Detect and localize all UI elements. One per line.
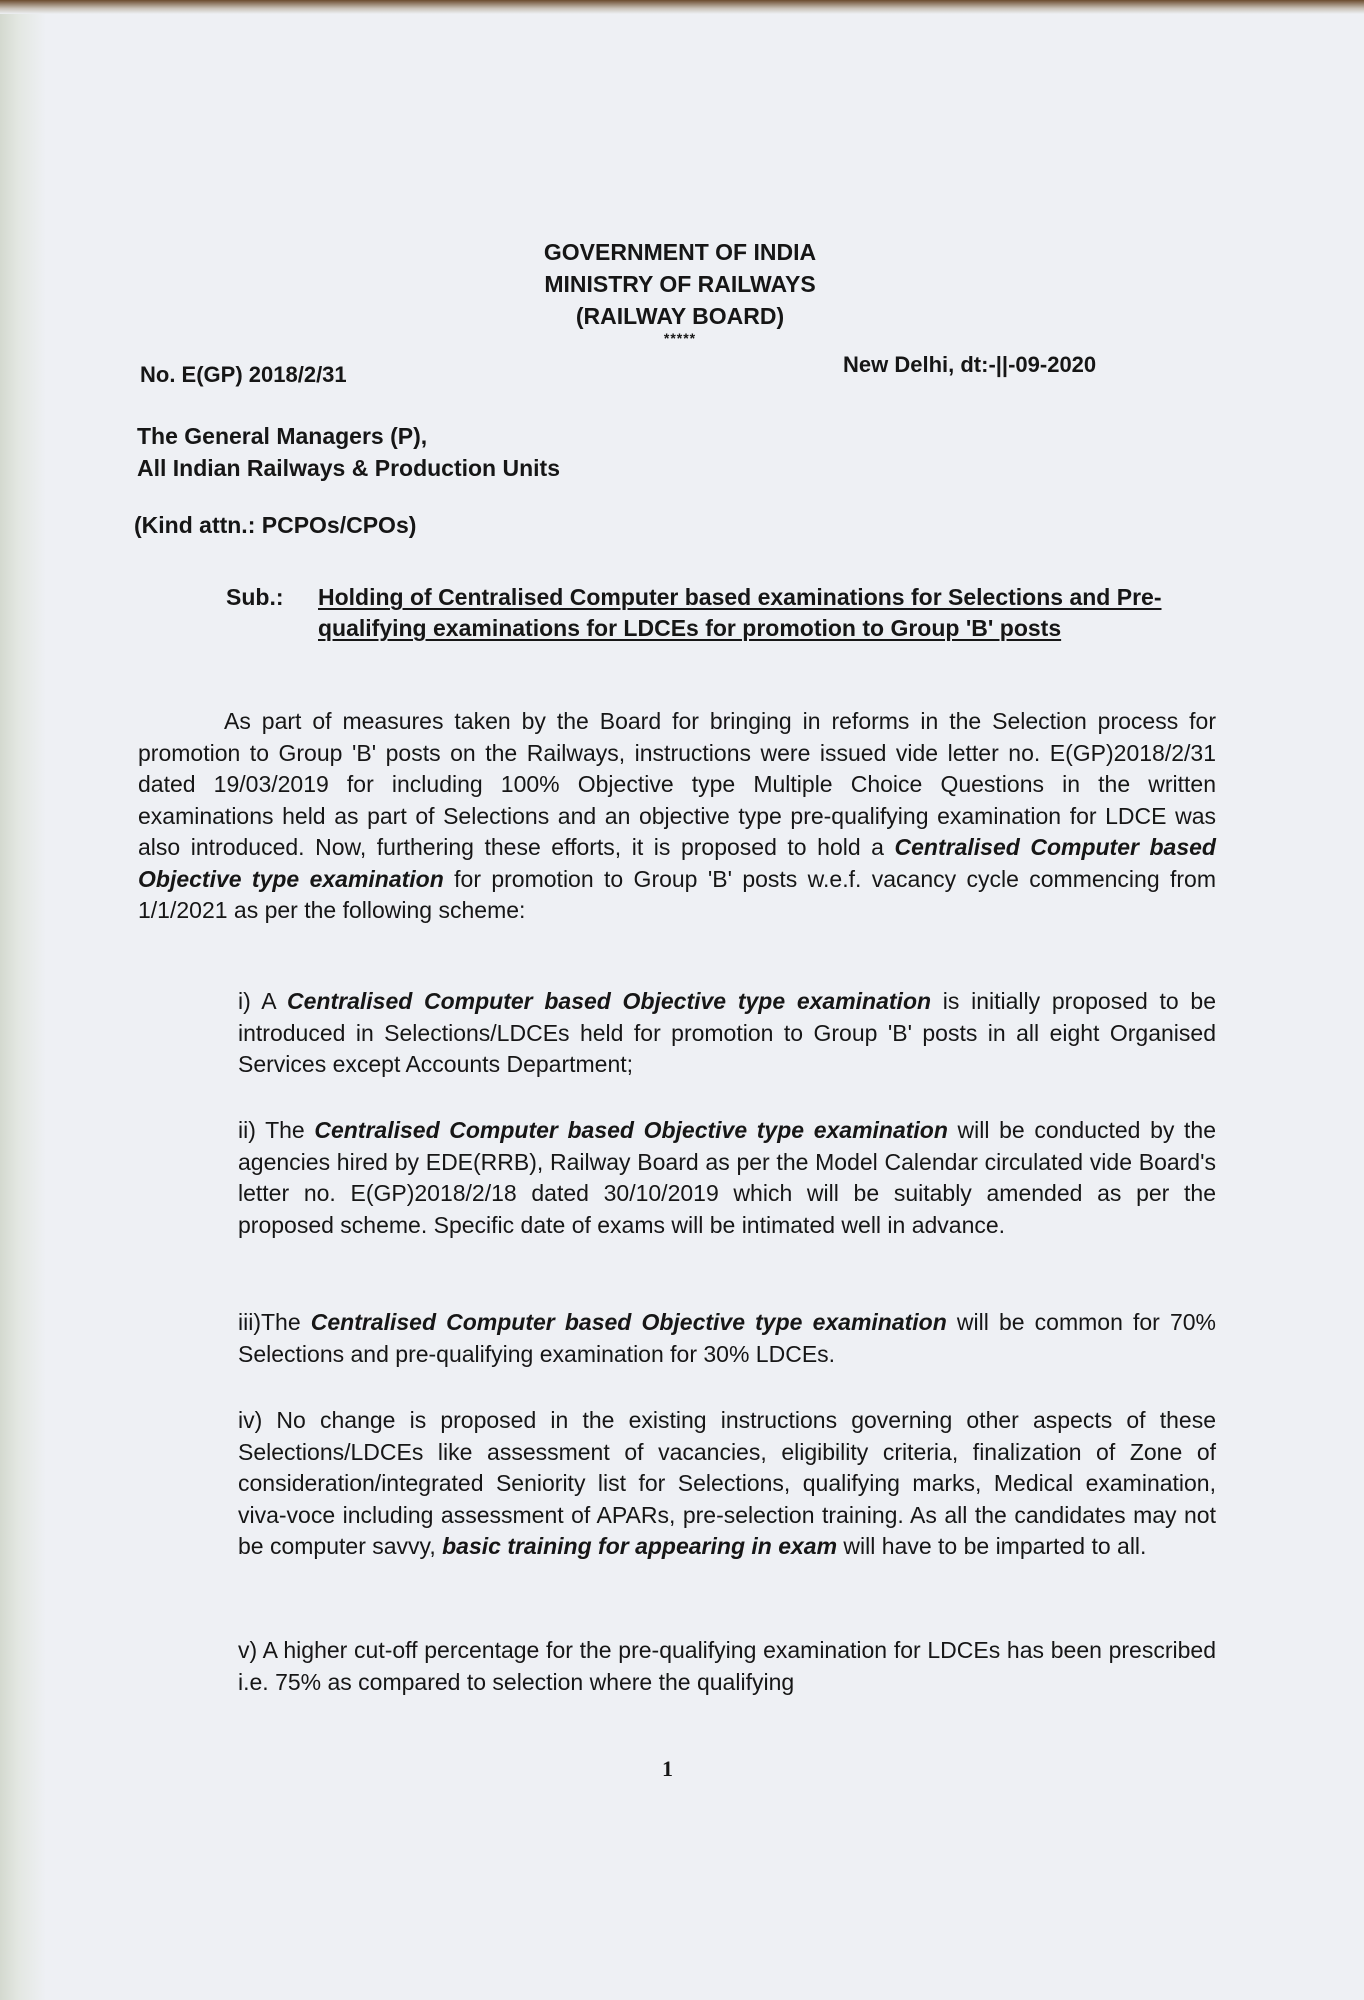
- point-ii: [238, 1115, 1216, 1241]
- point-prefix: ii) The: [238, 1117, 315, 1143]
- point-prefix: iv) No change is proposed in the existing instructions governing other aspects of these Selections/LDCEs like assessment of vacancies, eligibility criteria, finalization of Zone of consideration/integrated Seniority list for Selections, qualifying marks, Medical examination, viva-voce including assessment of APARs, pre-selection training. As all the candidates may not be computer savvy,: [238, 1407, 1216, 1559]
- letterhead-stars: *****: [663, 330, 697, 346]
- subject-label: Sub.:: [226, 584, 284, 610]
- point-emphasis: Centralised Computer based Objective type examination: [314, 1117, 948, 1143]
- point-text: will have to be imparted to all.: [837, 1533, 1147, 1559]
- intro-paragraph: [138, 706, 1216, 927]
- subject-text: Holding of Centralised Computer based examinations for Selections and Pre-qualifying examinations for LDCEs for promotion to Group 'B' posts: [318, 584, 1162, 641]
- letter-date: New Delhi, dt:-||-09-2020: [843, 352, 1097, 377]
- intro-emphasis: Centralised Computer based Objective type examination: [138, 834, 1216, 892]
- letterhead: [400, 236, 960, 344]
- letterhead-ministry: MINISTRY OF RAILWAYS: [544, 271, 816, 297]
- point-text: is initially proposed to be introduced in Selections/LDCEs held for promotion to Group 'B' posts in all eight Organised Services except Accounts Department;: [238, 988, 1216, 1077]
- point-text: will be conducted by the agencies hired by EDE(RRB), Railway Board as per the Model Calendar circulated vide Board's letter no. E(GP)2018/2/18 dated 30/10/2019 which will be suitably amended as per the proposed scheme. Specific date of exams will be intimated well in advance.: [238, 1117, 1216, 1238]
- point-prefix: i) A: [238, 988, 288, 1014]
- point-prefix: v) A higher cut-off percentage for the pre-qualifying examination for LDCEs has been prescribed i.e. 75% as compared to selection where the qualifying: [238, 1637, 1216, 1695]
- intro-text-2: for promotion to Group 'B' posts w.e.f. vacancy cycle commencing from 1/1/2021 as per the following scheme:: [138, 865, 1216, 923]
- point-iv: [238, 1405, 1216, 1563]
- point-emphasis: Centralised Computer based Objective type examination: [287, 988, 932, 1014]
- point-i: [238, 986, 1216, 1081]
- point-text: will be common for 70% Selections and pre-qualifying examination for 30% LDCEs.: [238, 1309, 1217, 1367]
- letterhead-government: GOVERNMENT OF INDIA: [543, 239, 817, 265]
- point-prefix: iii)The: [238, 1309, 311, 1335]
- attention-line: (Kind attn.: PCPOs/CPOs): [134, 512, 417, 538]
- point-emphasis: basic training for appearing in exam: [442, 1533, 838, 1559]
- letterhead-board: (RAILWAY BOARD): [575, 303, 785, 329]
- point-emphasis: Centralised Computer based Objective type examination: [310, 1309, 947, 1335]
- point-v: [238, 1635, 1216, 1698]
- subject: [226, 582, 1216, 644]
- addressee: [137, 420, 560, 484]
- intro-text-1: As part of measures taken by the Board for bringing in reforms in the Selection process for promotion to Group 'B' posts on the Railways, instructions were issued vide letter no. E(GP)2018/2/31 dated 19/03/2019 for including 100% Objective type Multiple Choice Questions in the written examinations held as part of Selections and an objective type pre-qualifying examination for LDCE was also introduced. Now, furthering these efforts, it is proposed to hold a: [138, 708, 1216, 860]
- reference-number: No. E(GP) 2018/2/31: [140, 362, 347, 387]
- page-number: 1: [662, 1756, 673, 1781]
- addressee-line-2: All Indian Railways & Production Units: [137, 455, 560, 481]
- addressee-line-1: The General Managers (P),: [137, 423, 428, 449]
- point-iii: [238, 1307, 1216, 1370]
